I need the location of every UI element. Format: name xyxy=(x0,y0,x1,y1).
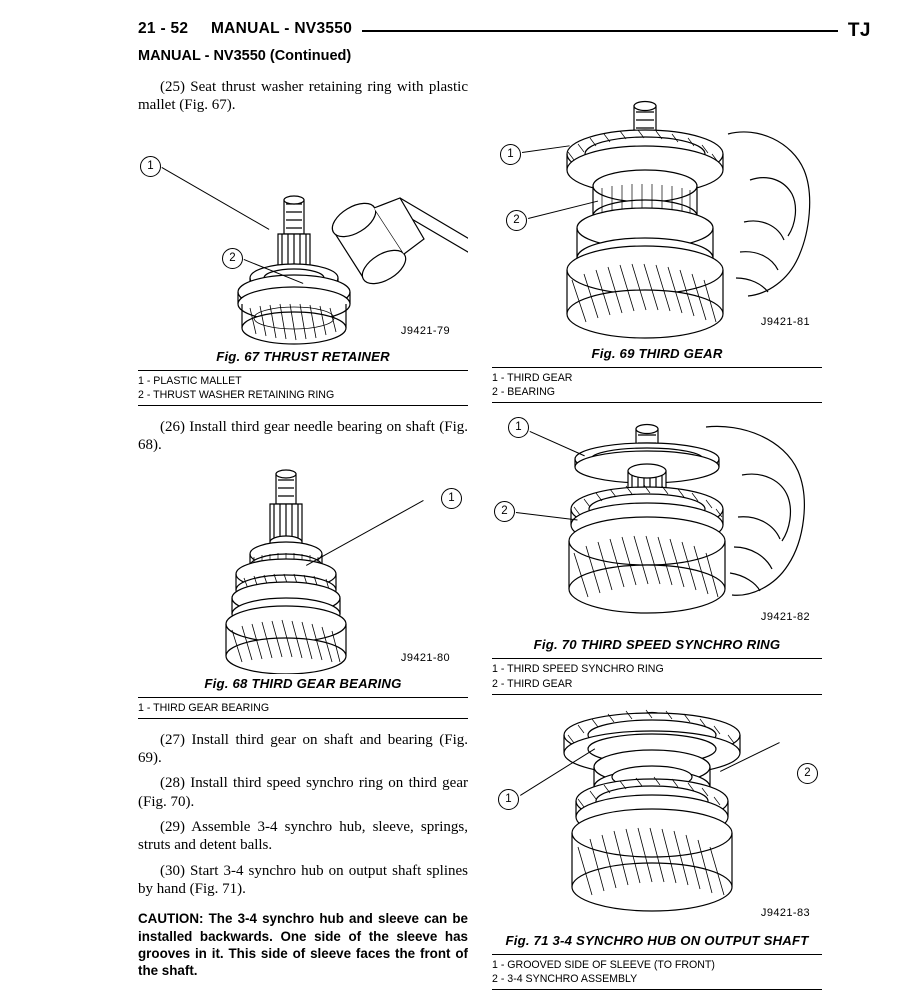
figure-71-legend-item-2: 2 - 3-4 SYNCHRO ASSEMBLY xyxy=(492,972,638,985)
figure-70-legend-item-1: 1 - THIRD SPEED SYNCHRO RING xyxy=(492,663,664,676)
figure-70-legend xyxy=(492,658,822,694)
left-column xyxy=(138,78,468,979)
figure-70-legend-item-2: 2 - THIRD GEAR xyxy=(492,677,573,690)
content-columns xyxy=(30,78,877,985)
figure-69-legend xyxy=(492,367,822,403)
figure-70-art xyxy=(492,413,822,635)
header-rule xyxy=(362,30,838,32)
thrust-retainer-illustration xyxy=(138,122,468,347)
figure-70-callout-2: 2 xyxy=(494,501,515,522)
figure-70-caption: Fig. 70 THIRD SPEED SYNCHRO RING xyxy=(533,637,781,653)
figure-69-legend-item-1: 1 - THIRD GEAR xyxy=(492,372,573,384)
figure-67 xyxy=(138,122,468,406)
figure-67-callout-2: 2 xyxy=(222,248,243,269)
figure-71-legend-item-1: 1 - GROOVED SIDE OF SLEEVE (TO FRONT) xyxy=(492,958,715,971)
figure-67-callout-1: 1 xyxy=(140,156,161,177)
figure-70 xyxy=(492,413,822,694)
figure-70-callout-1: 1 xyxy=(508,417,529,438)
step-30-text: (30) Start 3-4 synchro hub on output shaft splines by hand (Fig. 71). xyxy=(138,862,468,897)
step-25-text: (25) Seat thrust washer retaining ring with plastic mallet (Fig. 67). xyxy=(138,79,468,114)
figure-67-legend-item-2: 2 - THRUST WASHER RETAINING RING xyxy=(138,388,335,401)
figure-69-code: J9421-81 xyxy=(760,316,810,328)
figure-69-callout-1: 1 xyxy=(500,144,521,165)
figure-69-legend-item-2: 2 - BEARING xyxy=(492,386,555,399)
figure-68-legend xyxy=(138,697,468,719)
step-29-text: (29) Assemble 3-4 synchro hub, sleeve, springs, struts and detent balls. xyxy=(138,818,468,854)
page-header xyxy=(30,20,877,46)
figure-68-callout-1: 1 xyxy=(441,488,462,509)
model-code: TJ xyxy=(847,20,871,41)
figure-67-code: J9421-79 xyxy=(400,324,450,337)
figure-71 xyxy=(492,705,822,990)
figure-67-legend xyxy=(138,370,468,406)
caution-note: CAUTION: The 3-4 synchro hub and sleeve can be installed backwards. One side of the sleeve has grooves in it. This side of sleeve faces the front of the shaft. xyxy=(138,911,468,979)
figure-68-legend-item-1: 1 - THIRD GEAR BEARING xyxy=(138,701,270,714)
figure-69-art xyxy=(492,82,822,344)
figure-68-code: J9421-80 xyxy=(400,651,450,664)
figure-67-art xyxy=(138,122,468,347)
figure-69-callout-2: 2 xyxy=(506,210,527,231)
page-number: 21 - 52 xyxy=(138,20,189,37)
header-left-group xyxy=(30,20,352,38)
figure-69-caption: Fig. 69 THIRD GEAR xyxy=(591,346,723,361)
figure-71-callout-1: 1 xyxy=(498,789,519,810)
continued-heading: MANUAL - NV3550 (Continued) xyxy=(138,48,352,64)
figure-71-caption: Fig. 71 3-4 SYNCHRO HUB ON OUTPUT SHAFT xyxy=(505,932,809,948)
step-27-text: (27) Install third gear on shaft and bearing (Fig. 69). xyxy=(138,731,468,767)
figure-70-code: J9421-82 xyxy=(760,611,810,624)
figure-71-code: J9421-83 xyxy=(760,906,810,919)
figure-67-legend-item-1: 1 - PLASTIC MALLET xyxy=(138,374,242,387)
third-speed-synchro-ring-illustration xyxy=(492,413,822,635)
synchro-hub-output-shaft-illustration xyxy=(492,705,822,931)
figure-67-caption: Fig. 67 THRUST RETAINER xyxy=(216,348,390,364)
figure-71-callout-2: 2 xyxy=(797,763,818,784)
figure-71-art xyxy=(492,705,822,931)
header-section-title: MANUAL - NV3550 xyxy=(210,20,353,37)
figure-71-legend xyxy=(492,954,822,990)
step-28-text: (28) Install third speed synchro ring on third gear (Fig. 70). xyxy=(138,775,468,810)
step-26-text: (26) Install third gear needle bearing on shaft (Fig. 68). xyxy=(138,418,468,454)
figure-68 xyxy=(138,462,468,719)
third-gear-bearing-illustration xyxy=(138,462,468,674)
figure-68-art xyxy=(138,462,468,674)
figure-68-caption: Fig. 68 THIRD GEAR BEARING xyxy=(204,675,402,691)
third-gear-illustration xyxy=(492,82,822,344)
right-column xyxy=(492,78,822,985)
figure-69 xyxy=(492,82,822,403)
